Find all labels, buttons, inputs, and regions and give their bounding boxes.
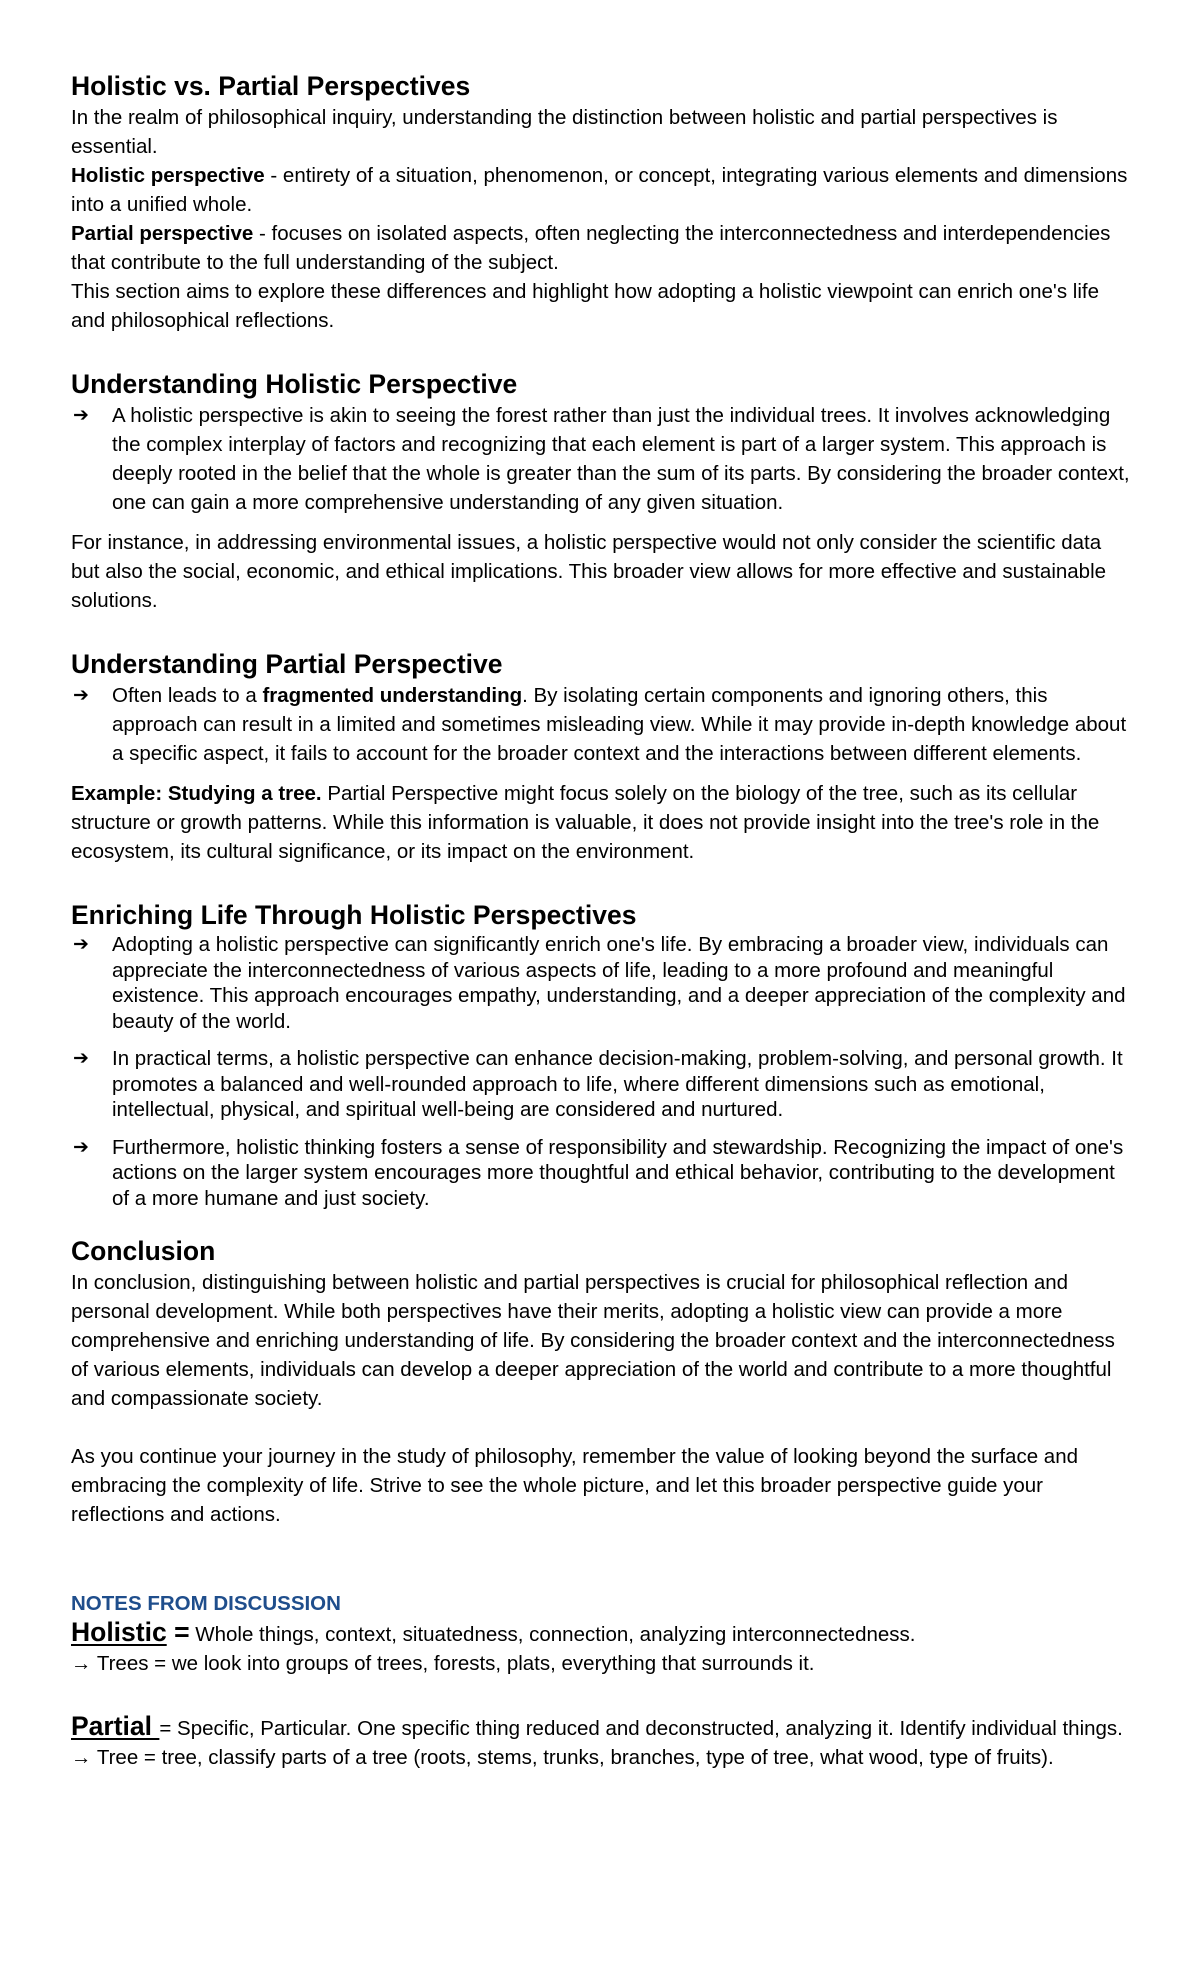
section-title-enriching: Enriching Life Through Holistic Perspectives <box>71 900 637 930</box>
section-title-partial: Understanding Partial Perspective <box>71 649 503 679</box>
enriching-bullet-list <box>71 932 1130 1211</box>
section-title-intro: Holistic vs. Partial Perspectives <box>71 71 471 101</box>
list-item: ➔ Furthermore, holistic thinking fosters a sense of responsibility and stewardship. Recognizing the impact of one's actions on the larger system encourages more thoughtful and ethical behavior, contributing to the development of a more humane and just society. <box>73 1135 1124 1210</box>
holistic-example-paragraph: For instance, in addressing environmental issues, a holistic perspective would not only consider the scientific data but also the social, economic, and ethical implications. This broader view allows for more effective and sustainable solutions. <box>71 531 1107 612</box>
notes-partial-line: Partial = Specific, Particular. One specific thing reduced and deconstructed, analyzing it. Identify individual things. <box>71 1711 1123 1741</box>
intro-paragraph: In the realm of philosophical inquiry, understanding the distinction between holistic and partial perspectives is essential. <box>71 106 1058 158</box>
conclusion-paragraph-1: In conclusion, distinguishing between holistic and partial perspectives is crucial for philosophical reflection and personal development. While both perspectives have their merits, adopting a holistic view can provide a more comprehensive and enriching understanding of life. By considering the broader context and the interconnectedness of various elements, individuals can develop a deeper appreciation of the world and contribute to a more thoughtful and compassionate society. <box>71 1271 1115 1410</box>
example-label: Example: Studying a tree. <box>71 782 322 805</box>
arrow-right-icon: ➔ <box>73 685 89 706</box>
conclusion-paragraph-2: As you continue your journey in the study of philosophy, remember the value of looking beyond the surface and embracing the complexity of life. Strive to see the whole picture, and let this broader perspective guide your reflections and actions. <box>71 1445 1079 1526</box>
notes-holistic-word: Holistic <box>71 1617 167 1647</box>
holistic-term: Holistic perspective <box>71 164 265 187</box>
arrow-right-icon: ➔ <box>73 934 89 955</box>
notes-partial-example: → Tree = tree, classify parts of a tree (roots, stems, trunks, branches, type of tree, what wood, type of fruits). <box>71 1746 1054 1769</box>
list-item: ➔ Adopting a holistic perspective can significantly enrich one's life. By embracing a broader view, individuals can appreciate the interconnectedness of various aspects of life, leading to a more profound and meaningful existence. This approach encourages empathy, understanding, and a deeper appreciation of the complexity and beauty of the world. <box>73 933 1126 1033</box>
arrow-right-icon: ➔ <box>73 1048 89 1069</box>
list-item: ➔ A holistic perspective is akin to seeing the forest rather than just the individual trees. It involves acknowledging the complex interplay of factors and recognizing that each element is part of a larger system. This approach is deeply rooted in the belief that the whole is greater than the sum of its parts. By considering the broader context, one can gain a more comprehensive understanding of any given situation. <box>71 401 1130 517</box>
intro-aim-paragraph: This section aims to explore these differences and highlight how adopting a holistic viewpoint can enrich one's life and philosophical reflections. <box>71 280 1099 332</box>
partial-definition <box>71 219 1130 277</box>
notes-partial-word: Partial <box>71 1711 160 1741</box>
partial-term: Partial perspective <box>71 222 254 245</box>
partial-def-text: - focuses on isolated aspects, often neglecting the interconnectedness and interdependencies that contribute to the full understanding of the subject. <box>71 222 1111 274</box>
list-item: ➔ In practical terms, a holistic perspective can enhance decision-making, problem-solving, and personal growth. It promotes a balanced and well-rounded approach to life, where different dimensions such as emotional, intellectual, physical, and spiritual well-being are considered and nurtured. <box>73 1047 1123 1121</box>
holistic-definition <box>71 161 1130 219</box>
list-item: ➔ Often leads to a fragmented understanding. By isolating certain components and ignoring others, this approach can result in a limited and sometimes misleading view. While it may provide in-depth knowledge about a specific aspect, it fails to account for the broader context and the interactions between different elements. <box>71 681 1130 768</box>
notes-holistic-example: → Trees = we look into groups of trees, forests, plats, everything that surrounds it. <box>71 1652 815 1675</box>
section-title-conclusion: Conclusion <box>71 1236 216 1266</box>
notes-holistic-line: Holistic = Whole things, context, situatedness, connection, analyzing interconnectedness. <box>71 1617 916 1647</box>
partial-bullet-list <box>71 681 1130 768</box>
arrow-right-icon: ➔ <box>73 1136 89 1158</box>
arrow-right-icon: ➔ <box>73 405 89 426</box>
section-title-holistic: Understanding Holistic Perspective <box>71 369 518 399</box>
notes-title: NOTES FROM DISCUSSION <box>71 1592 341 1615</box>
holistic-def-text: - entirety of a situation, phenomenon, or concept, integrating various elements and dimensions into a unified whole. <box>71 164 1128 216</box>
partial-example-paragraph: Example: Studying a tree. Partial Perspective might focus solely on the biology of the tree, such as its cellular structure or growth patterns. While this information is valuable, it does not provide insight into the tree's role in the ecosystem, its cultural significance, or its impact on the environment. <box>71 782 1100 863</box>
holistic-bullet-list <box>71 401 1130 517</box>
